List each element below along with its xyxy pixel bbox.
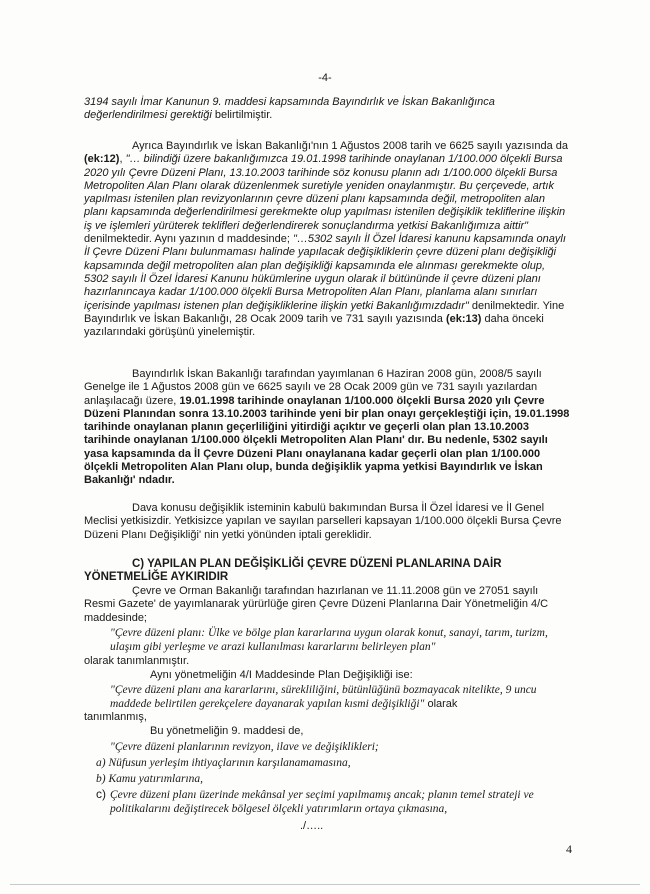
- defined-line-2: [84, 711, 570, 724]
- paragraph-3: [84, 368, 570, 488]
- p2-c: denilmektedir. Aynı yazının d maddesinde;: [84, 233, 293, 246]
- item-a-text: a) Nüfusun yerleşim ihtiyaçlarının karşılanamamasına,: [96, 757, 351, 769]
- section-c-heading-text: C) YAPILAN PLAN DEĞİŞİKLİĞİ ÇEVRE DÜZENİ PLANLARINA DAİR YÖNETMELİĞE AYKIRIDIR: [84, 558, 502, 584]
- item-c-label: c): [96, 787, 106, 801]
- p3-a: Bayındırlık İskan Bakanlığı tarafından yayımlanan 6 Haziran 2008 gün, 2008/5 sayılı Genelge ile 1 Ağustos 2008 gün ve 6625 sayılı ve 28 Ocak 2009 gün ve 731 sayılı yazılardan anlaşılacağı üzere,: [84, 368, 542, 407]
- item-b-text: b) Kamu yatırımlarına,: [96, 773, 204, 785]
- defined-line: [84, 655, 570, 668]
- paragraph-2: [84, 140, 570, 339]
- article-9-line: [150, 725, 570, 738]
- quote-1-text: "Çevre düzeni planı: Ülke ve bölge plan kararlarına uygun olarak konut, sanayi, tarım, turizm, ulaşım gibi yerleşme ve arazi kullanılması kararlarını belirleyen plan": [110, 627, 548, 653]
- quote-2-suffix: olarak: [424, 698, 458, 710]
- paragraph-4: [84, 502, 570, 542]
- p2-d: denilmektedir. Yine Bayındırlık ve İskan Bakanlığı, 28 Ocak 2009 tarih ve 731 sayılı yazısında: [84, 299, 565, 325]
- p2-quote2: "…5302 sayılı İl Özel İdaresi kanunu kapsamında onaylı İl Çevre Düzeni Planı bulunmaması halinde yapılacak değişikliklerin çevre düzeni planı değişikliği kapsamında değil metropoliten alan plan değişikliği kapsamında ele alınması gerekmekte olup, 5302 sayılı İl Özel İdaresi Kanunu hükümlerine uygun olarak il bütününde il çevre düzeni planı hazırlanıncaya kadar 1/100.000 ölçekli Bursa Metropoliten Alan Planı, planlama alanı sınırları içerisinde yapılması istenen plan değişikliklerine ilişkin yetki Bakanlığımızdadır": [84, 233, 566, 312]
- article-9-quote-text: "Çevre düzeni planlarının revizyon, ilave ve değişiklikleri;: [110, 741, 379, 753]
- list-item-b: [96, 772, 570, 786]
- page-marker: -4-: [318, 72, 332, 84]
- scan-edge-line: [10, 884, 640, 885]
- continued-text: ./…..: [300, 820, 324, 832]
- continued-marker: [300, 820, 380, 833]
- article-4i-text: Aynı yönetmeliğin 4/I Maddesinde Plan Değişikliği ise:: [150, 669, 413, 681]
- p3-bold: 19.01.1998 tarihinde onaylanan 1/100.000 ölçekli Bursa 2020 yılı Çevre Düzeni Planından sonra 13.10.2003 tarihinde yeni bir plan onayı gerçekleştiği için, 19.01.1998 tarihinde onaylanan planın geçerliliğini yitirdiği açıktır ve geçerli olan plan 13.10.2003 tarihinde onaylanan 1/100.000 ölçekli Metropoliten Alan Planı' dır. Bu nedenle, 5302 sayılı yasa kapsamında da İl Çevre Düzeni Planı onaylanana kadar geçerli olan plan 1/100.000 ölçekli Metropoliten Alan Planı olup, bunda değişiklik yapma yetkisi Bayındırlık ve İskan Bakanlığı' ndadır.: [84, 394, 570, 487]
- defined-2-text: tanımlanmış,: [84, 711, 147, 723]
- p1-line1: 3194 sayılı İmar Kanunun 9. maddesi kapsamında Bayındırlık ve İskan Bakanlığınca: [84, 96, 495, 108]
- p1-line2-italic: değerlendirilmesi gerektiği: [84, 109, 212, 122]
- list-item-a: [96, 756, 570, 770]
- p2-quote1: "… bilindiği üzere bakanlığımızca 19.01.1998 tarihinde onaylanan 1/100.000 ölçekli Bursa 2020 yılı Çevre Düzeni Planı, 13.10.2003 tarihinde söz konusu planın adı 1/100.000 ölçekli Bursa Metropoliten Alan Planı olarak düzenlenmek suretiyle yeniden onaylanmıştır. Bu çerçevede, artık yapılması istenilen plan revizyonlarının çevre düzeni planı kapsamında değil, metropoliten alan planı kapsamında değerlendirilmesi gerekmekte olup yapılması istenilen değişiklik tekliflerine ilişkin iş ve işlemleri yürüterek teklifleri değerlendirerek sonuçlandırma yetkisi Bakanlığımıza aittir": [84, 153, 566, 232]
- article-9-text: Bu yönetmeliğin 9. maddesi de,: [150, 725, 304, 737]
- section-c-intro: [84, 585, 570, 625]
- ek13-ref: (ek:13): [445, 312, 482, 325]
- defined-text: olarak tanımlanmıştır.: [84, 655, 190, 667]
- definition-quote-2: [110, 683, 570, 711]
- page-number: 4: [566, 842, 572, 856]
- p1-line2-plain: belirtilmiştir.: [211, 109, 273, 122]
- section-c-heading: [84, 558, 570, 585]
- p2-a: Ayrıca Bayındırlık ve İskan Bakanlığı'nın 1 Ağustos 2008 tarih ve 6625 sayılı yazısında da: [132, 140, 569, 152]
- p2-b: ,: [119, 153, 126, 166]
- ek12-ref: (ek:12): [84, 153, 120, 166]
- p4-text: Dava konusu değişiklik isteminin kabulü bakımından Bursa İl Özel İdaresi ve İl Genel Meclisi yetkisizdir. Yetkisizce yapılan ve sayılan parselleri kapsayan 1/100.000 ölçekli Bursa Çevre Düzeni Planı Değişikliği' nin yetki yönünden iptali gereklidir.: [84, 502, 562, 541]
- item-c-text: Çevre düzeni planı üzerinde mekânsal yer seçimi yapılmamış ancak; planın temel strateji ve politikalarını değiştirecek bölgesel ölçekli yatırımların ortaya çıkmasına,: [110, 789, 534, 815]
- definition-quote-1: [110, 626, 570, 654]
- article-4i-line: [150, 669, 570, 682]
- article-9-quote: [110, 740, 570, 754]
- list-item-c: [96, 788, 570, 816]
- paragraph-1: [84, 96, 570, 123]
- quote-2-text: "Çevre düzeni planı ana kararlarını, sürekliliğini, bütünlüğünü bozmayacak nitelikte, 9 uncu maddede belirtilen gerekçelere dayanarak yapılan kısmi değişikliği": [110, 684, 537, 710]
- section-c-intro-text: Çevre ve Orman Bakanlığı tarafından hazırlanan ve 11.11.2008 gün ve 27051 sayılı Resmi Gazete' de yayımlanarak yürürlüğe giren Çevre Düzeni Planlarına Dair Yönetmeliğin 4/C maddesinde;: [84, 585, 549, 624]
- p2-e: daha önceki yazılarındaki görüşünü yinelemiştir.: [84, 312, 544, 339]
